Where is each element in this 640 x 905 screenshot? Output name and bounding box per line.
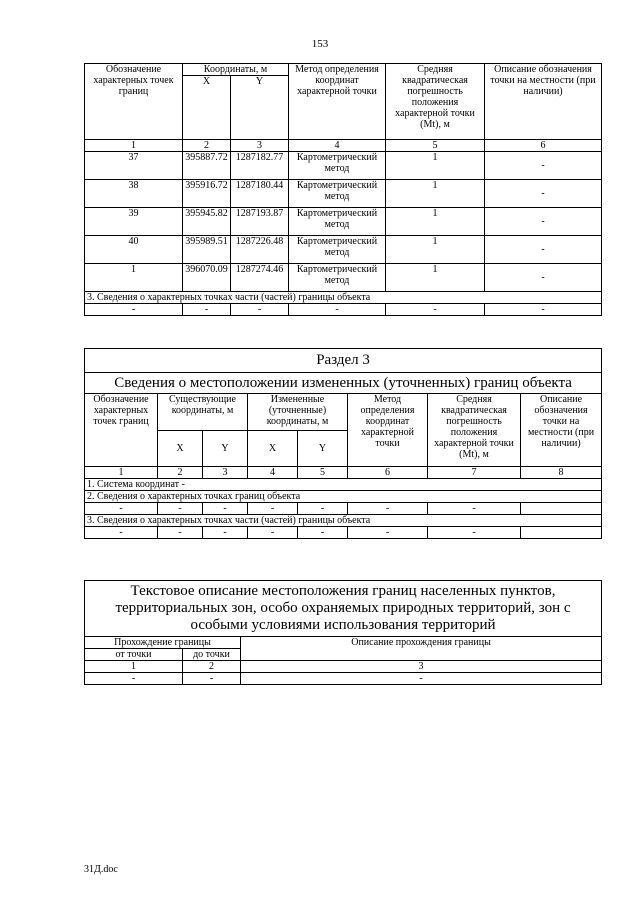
empty-cell: - — [289, 304, 386, 316]
col-num: 2 — [158, 467, 203, 479]
empty-cell: - — [85, 304, 183, 316]
table-row — [85, 503, 602, 515]
error-cell: 1 — [386, 152, 485, 180]
column-number-row — [85, 467, 602, 479]
section-heading: Раздел 3 — [85, 349, 602, 373]
section-label-row — [85, 515, 602, 527]
error-cell: 1 — [386, 180, 485, 208]
header-coords: Координаты, м — [183, 64, 289, 76]
point-cell: 38 — [85, 180, 183, 208]
col-num: 6 — [348, 467, 428, 479]
y-cell: 1287226.48 — [231, 236, 289, 264]
x-cell: 395887.72 — [183, 152, 231, 180]
desc-cell: - — [485, 208, 602, 236]
y-cell: 1287274.46 — [231, 264, 289, 292]
empty-cell: - — [203, 527, 248, 539]
footer-filename: 31Д.doc — [84, 864, 118, 875]
text-description-title: Текстовое описание местоположения границ населенных пунктов, территориальных зон, особо охраняемых природных территорий, зон с особыми условиями использования территорий — [85, 581, 602, 637]
col-num: 2 — [183, 140, 231, 152]
col-num: 4 — [289, 140, 386, 152]
coordinates-table — [84, 63, 602, 316]
header-description: Описание обозначения точки на местности (при наличии) — [485, 64, 602, 140]
section-heading-row — [85, 349, 602, 373]
x-cell: 395989.51 — [183, 236, 231, 264]
table-row — [85, 180, 602, 208]
part-label: 3. Сведения о характерных точках части (частей) границы объекта — [85, 515, 602, 527]
col-num: 6 — [485, 140, 602, 152]
col-num: 2 — [183, 661, 241, 673]
col-num: 5 — [386, 140, 485, 152]
header-error: Средняя квадратическая погрешность положения характерной точки (Mt), м — [428, 394, 521, 467]
header-from-point: от точки — [85, 649, 183, 661]
empty-cell: - — [485, 304, 602, 316]
table-header-row — [85, 394, 602, 431]
desc-cell: - — [485, 180, 602, 208]
desc-cell: - — [485, 152, 602, 180]
error-cell: 1 — [386, 236, 485, 264]
header-y: Y — [231, 76, 289, 140]
coord-system-label: 1. Система координат - — [85, 479, 602, 491]
method-cell: Картометрический метод — [289, 180, 386, 208]
header-y: Y — [298, 431, 348, 467]
method-cell: Картометрический метод — [289, 264, 386, 292]
empty-cell: - — [248, 527, 298, 539]
header-method: Метод определения координат характерной точки — [289, 64, 386, 140]
table-header-row — [85, 637, 602, 649]
header-description: Описание обозначения точки на местности (при наличии) — [521, 394, 602, 467]
col-num: 3 — [241, 661, 602, 673]
empty-cell: - — [203, 503, 248, 515]
point-cell: 37 — [85, 152, 183, 180]
error-cell: 1 — [386, 208, 485, 236]
section-title: Сведения о местоположении измененных (уточненных) границ объекта — [85, 373, 602, 394]
empty-cell: - — [348, 503, 428, 515]
page-number: 153 — [311, 38, 329, 50]
header-existing: Существующие координаты, м — [158, 394, 248, 431]
header-y: Y — [203, 431, 248, 467]
table-row — [85, 236, 602, 264]
empty-cell: - — [183, 304, 231, 316]
col-num: 1 — [85, 661, 183, 673]
text-description-table — [84, 580, 602, 685]
header-to-point: до точки — [183, 649, 241, 661]
empty-cell: - — [241, 673, 602, 685]
empty-cell: - — [298, 503, 348, 515]
header-changed: Измененные (уточненные) координаты, м — [248, 394, 348, 431]
empty-cell: - — [428, 527, 521, 539]
empty-cell: - — [386, 304, 485, 316]
points-label: 2. Сведения о характерных точках границ объекта — [85, 491, 602, 503]
col-num: 1 — [85, 467, 158, 479]
empty-cell: - — [85, 673, 183, 685]
header-x: X — [158, 431, 203, 467]
empty-cell: - — [183, 673, 241, 685]
header-error: Средняя квадратическая погрешность положения характерной точки (Mt), м — [386, 64, 485, 140]
table-row — [85, 304, 602, 316]
empty-cell: - — [85, 503, 158, 515]
y-cell: 1287193.87 — [231, 208, 289, 236]
point-cell: 1 — [85, 264, 183, 292]
table-row — [85, 673, 602, 685]
col-num: 1 — [85, 140, 183, 152]
col-num: 3 — [231, 140, 289, 152]
column-number-row — [85, 140, 602, 152]
table-row — [85, 527, 602, 539]
table-row — [85, 208, 602, 236]
x-cell: 395916.72 — [183, 180, 231, 208]
desc-cell: - — [485, 264, 602, 292]
error-cell: 1 — [386, 264, 485, 292]
col-num: 3 — [203, 467, 248, 479]
col-num: 8 — [521, 467, 602, 479]
empty-cell: - — [298, 527, 348, 539]
header-passage: Прохождение границы — [85, 637, 241, 649]
empty-cell: - — [348, 527, 428, 539]
header-x: X — [248, 431, 298, 467]
point-cell: 40 — [85, 236, 183, 264]
empty-cell — [521, 527, 602, 539]
x-cell: 396070.09 — [183, 264, 231, 292]
table-row — [85, 152, 602, 180]
table-row — [85, 264, 602, 292]
empty-cell: - — [428, 503, 521, 515]
column-number-row — [85, 661, 602, 673]
col-num: 7 — [428, 467, 521, 479]
section-title-row — [85, 373, 602, 394]
method-cell: Картометрический метод — [289, 208, 386, 236]
empty-cell: - — [85, 527, 158, 539]
section3-table — [84, 348, 602, 539]
header-x: X — [183, 76, 231, 140]
empty-cell: - — [158, 527, 203, 539]
empty-cell: - — [158, 503, 203, 515]
section-label-row — [85, 292, 602, 304]
table-header-row — [85, 64, 602, 76]
section-label-row — [85, 491, 602, 503]
empty-cell — [521, 503, 602, 515]
empty-cell: - — [231, 304, 289, 316]
header-method: Метод определения координат характерной точки — [348, 394, 428, 467]
section-label-row — [85, 479, 602, 491]
col-num: 5 — [298, 467, 348, 479]
empty-cell: - — [248, 503, 298, 515]
method-cell: Картометрический метод — [289, 236, 386, 264]
title-row — [85, 581, 602, 637]
header-description: Описание прохождения границы — [241, 637, 602, 661]
header-designation: Обозначение характерных точек границ — [85, 394, 158, 467]
x-cell: 395945.82 — [183, 208, 231, 236]
y-cell: 1287180.44 — [231, 180, 289, 208]
y-cell: 1287182.77 — [231, 152, 289, 180]
col-num: 4 — [248, 467, 298, 479]
point-cell: 39 — [85, 208, 183, 236]
header-designation: Обозначение характерных точек границ — [85, 64, 183, 140]
method-cell: Картометрический метод — [289, 152, 386, 180]
desc-cell: - — [485, 236, 602, 264]
part-section-label: 3. Сведения о характерных точках части (частей) границы объекта — [85, 292, 602, 304]
